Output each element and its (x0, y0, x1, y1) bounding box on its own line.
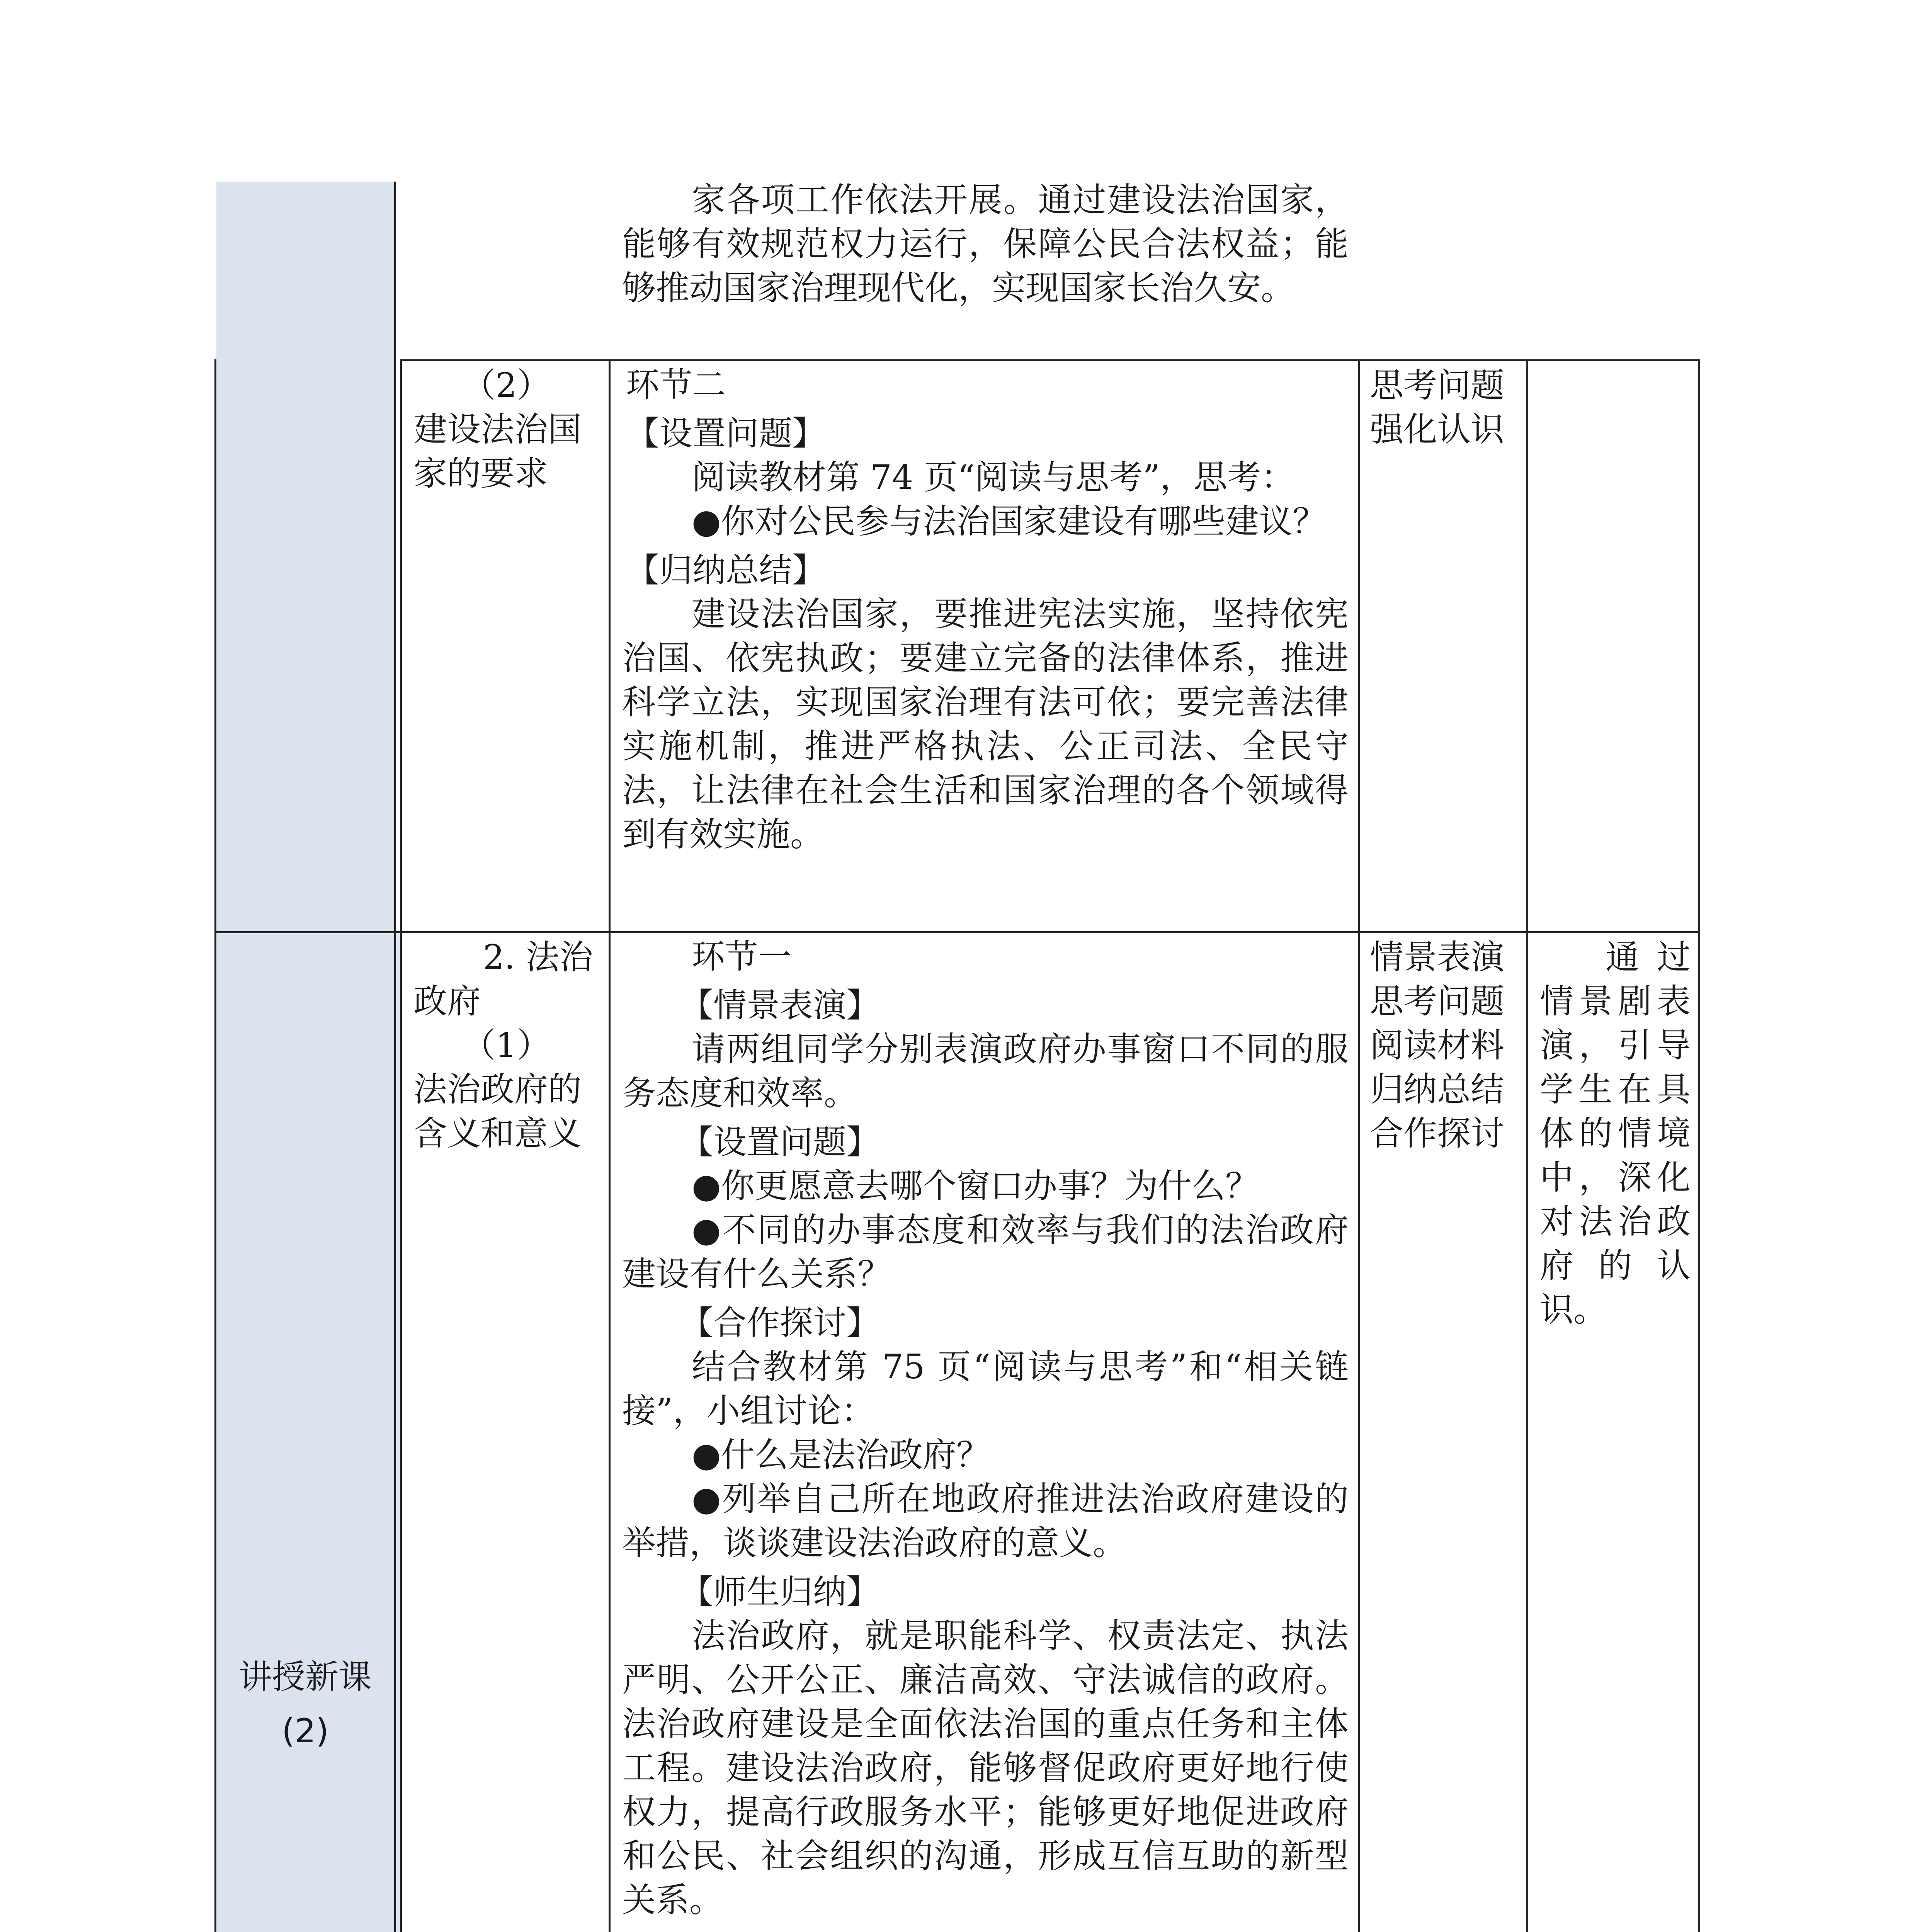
grid-line (609, 359, 611, 1932)
method-item: 情景表演 (1370, 937, 1504, 977)
grid-line (1698, 359, 1700, 1932)
grid-line (1358, 359, 1360, 1932)
row-a-topic (413, 363, 599, 495)
row-b-heading-3: 【合作探讨】 (680, 1304, 879, 1342)
row-b-text-5: ●什么是法治政府？ (692, 1435, 990, 1475)
grid-line (1526, 359, 1528, 1932)
row-a-heading-1: 【设置问题】 (626, 414, 825, 453)
grid-line (214, 359, 216, 931)
row-a-heading-2: 【归纳总结】 (626, 551, 825, 590)
row-b-topic (413, 935, 599, 1155)
method-item: 合作探讨 (1370, 1114, 1504, 1153)
row-a-topic-title: 建设法治国家的要求 (413, 410, 582, 493)
row-b-text-6: ●列举自己所在地政府推进法治政府建设的举措，谈谈建设法治政府的意义。 (622, 1479, 1349, 1563)
row-a-topic-num: （2） (462, 366, 551, 405)
row-b-stage: 环节一 (692, 937, 791, 976)
row-a-methods (1370, 363, 1521, 451)
grid-line (214, 933, 216, 1932)
row-b-intent (1540, 935, 1691, 1332)
row-a-activities (622, 363, 1349, 856)
method-item: 强化认识 (1370, 410, 1504, 449)
row-b-text-1: 请两组同学分别表演政府办事窗口不同的服务态度和效率。 (622, 1029, 1349, 1113)
row-b-heading-1: 【情景表演】 (680, 986, 879, 1025)
method-item: 阅读材料 (1370, 1026, 1504, 1065)
row-b-heading-2: 【设置问题】 (680, 1123, 879, 1162)
row-b-activities (622, 935, 1349, 1922)
method-item: 思考问题 (1370, 981, 1504, 1021)
row-b-text-7: 法治政府，就是职能科学、权责法定、执法严明、公开公正、廉洁高效、守法诚信的政府。法治政府建设是全面依法治国的重点任务和主体工程。建设法治政府，能够督促政府更好地行使权力，提高行政服务水平；能够更好地促进政府和公民、社会组织的沟通，形成互信互助的新型关系。 (622, 1616, 1349, 1920)
row-a-text-1: 阅读教材第 74 页“阅读与思考”，思考： (692, 457, 1294, 497)
grid-line (400, 359, 1700, 361)
left-column-shade-2 (216, 933, 400, 1932)
row-b-topic-a: 2. 法治政府 (413, 937, 593, 1021)
left-column-shade (216, 182, 394, 931)
section-label-title: 讲授新课 (239, 1658, 372, 1696)
row-b-topic-title: 法治政府的含义和意义 (413, 1070, 582, 1153)
row-b-methods (1370, 935, 1521, 1155)
section-label (216, 1650, 394, 1758)
continuation-text: 家各项工作依法开展。通过建设法治国家，能够有效规范权力运行，保障公民合法权益；能够推动国家治理现代化，实现国家长治久安。 (622, 180, 1349, 308)
method-item: 归纳总结 (1370, 1070, 1504, 1109)
row-b-topic-num: （1） (462, 1026, 551, 1065)
grid-line (394, 182, 396, 1932)
row-a-text-2: ●你对公民参与法治国家建设有哪些建议？ (692, 502, 1326, 541)
grid-line (400, 359, 402, 1932)
grid-line (214, 931, 1700, 933)
method-item: 思考问题 (1370, 366, 1504, 405)
row-a-stage: 环节二 (626, 366, 726, 404)
row-b-intent-text: 通过情景剧表演，引导学生在具体的情境中，深化对法治政府的认识。 (1540, 937, 1691, 1329)
row-b-text-2: ●你更愿意去哪个窗口办事？为什么？ (692, 1166, 1259, 1206)
row-b-text-3: ●不同的办事态度和效率与我们的法治政府建设有什么关系？ (622, 1210, 1349, 1294)
row-a-text-3: 建设法治国家，要推进宪法实施，坚持依宪治国、依宪执政；要建立完备的法律体系，推进科学立法，实现国家治理有法可依；要完善法律实施机制，推进严格执法、公正司法、全民守法，让法律在社会生活和国家治理的各个领域得到有效实施。 (622, 594, 1349, 854)
continuation-cell (622, 178, 1349, 310)
row-b-heading-4: 【师生归纳】 (680, 1573, 879, 1611)
section-label-sub: (2) (282, 1712, 329, 1750)
row-b-text-4: 结合教材第 75 页“阅读与思考”和“相关链接”，小组讨论： (622, 1347, 1349, 1430)
